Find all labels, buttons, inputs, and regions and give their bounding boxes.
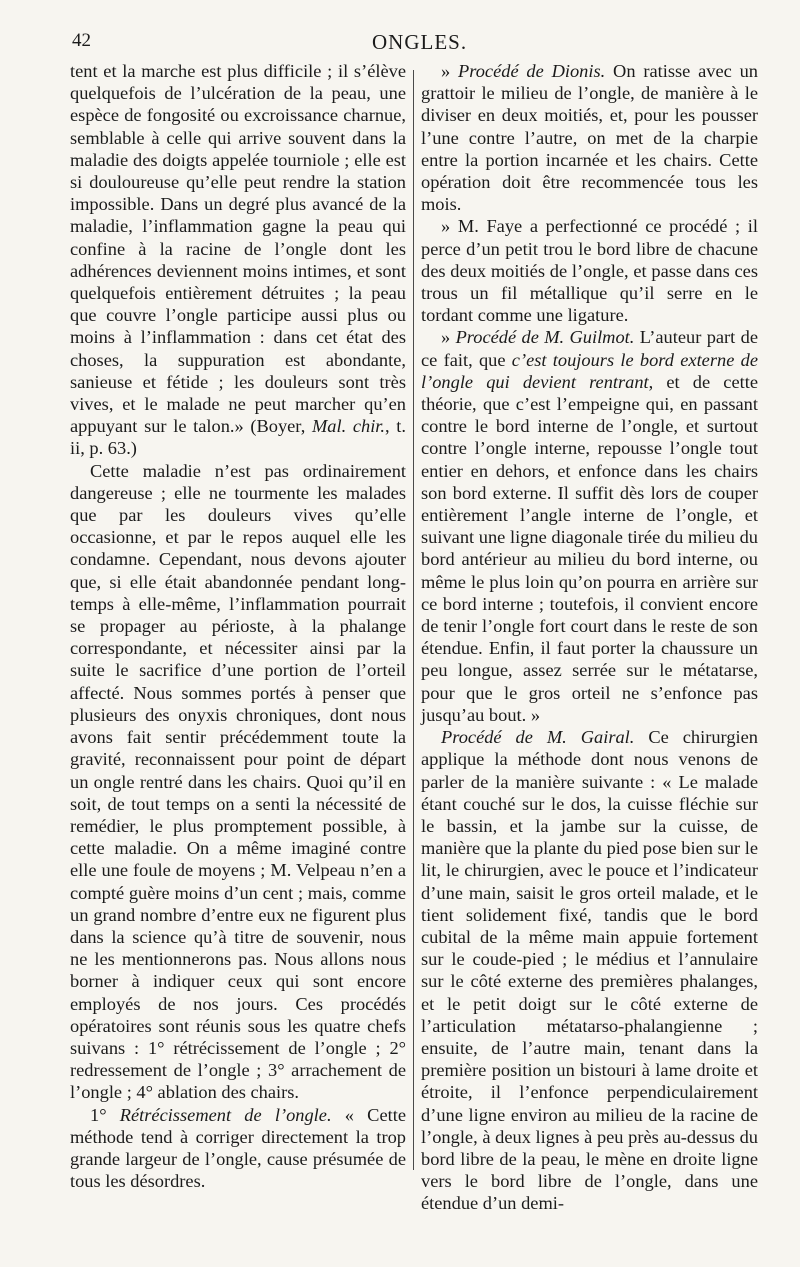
italic-text: Procédé de M. Gairal. — [441, 727, 635, 748]
paragraph-p5 — [421, 215, 758, 326]
paragraph-p4 — [421, 60, 758, 215]
paragraph-p6 — [421, 326, 758, 726]
italic-text: Rétrécissement de l’ongle. — [119, 1104, 332, 1125]
running-head: ONGLES. — [372, 30, 468, 54]
left-text-column — [70, 60, 406, 1192]
text-run: » — [441, 327, 456, 348]
column-divider — [413, 70, 414, 1170]
text-run: On ratisse avec un grattoir le milieu de l’ongle, de manière à le diviser en deux moitiés, et, pour les pousser l’une contre l’autre, on met de la charpie entre la portion incarnée et les chairs. Cette opération doit être recommencée tous les mois. — [421, 61, 758, 215]
text-run: Ce chirurgien applique la méthode dont nous venons de parler de la manière suivante : « Le malade étant couché sur le dos, la cuisse fléchie sur le bassin, et la jambe sur la cuisse, de manière que la plante du pied pose bien sur le lit, le chirurgien, avec le pouce et l’indicateur d’une main, saisit le gros orteil malade, et le tient solidement fixé, tandis que le bord cubital de la même main appuie fortement sur le coude-pied ; le médius et l’annulaire sur le côté externe des premières phalanges, et le petit doigt sur le côté externe de l’articulation métatarso-phalangienne ; ensuite, de l’autre main, tenant dans la première position un bistouri à lame droite et étroite, il l’enfonce perpendiculairement d’une ligne environ au milieu de la racine de l’ongle, à deux lignes à peu près au-dessus du bord libre de la peau, le mène en droite ligne vers le bord libre de l’ongle, dans une étendue d’un demi- — [421, 727, 758, 1214]
paragraph-p2 — [70, 460, 406, 1104]
page-number: 42 — [72, 30, 91, 51]
text-run: » — [441, 61, 459, 81]
italic-text: c’est toujours le bord externe de l’ongle qui devient rentrant — [421, 349, 758, 392]
text-run: tent et la marche est plus difficile ; il s’élève quelquefois de l’ulcération de la peau, une espèce de fongosité ou excroissance charnue, semblable à celle qui arrive souvent dans la maladie des doigts appelée tourniole ; elle est si douloureuse qu’elle peut rendre la station impossible. Dans un degré plus avancé de la maladie, l’inflammation gagne la peau qui confine à la racine de l’ongle dont les adhérences deviennent moins intimes, et sont quelquefois entièrement détruites ; la peau que couvre l’ongle participe aussi plus ou moins à l’inflammation : dans cet état des choses, la suppuration est abondante, sanieuse et fétide ; les douleurs sont très vives, et le malade ne peut marcher qu’en appuyant sur le talon.» (Boyer, — [70, 61, 406, 437]
paragraph-p7 — [421, 726, 758, 1214]
right-text-column — [421, 60, 758, 1215]
text-run: 1° — [90, 1104, 120, 1125]
text-run: L’auteur part de ce fait, que — [421, 327, 758, 370]
italic-text: Mal. chir. — [311, 416, 386, 437]
paragraph-p1 — [70, 60, 406, 460]
page-header — [72, 30, 780, 60]
paragraph-p3 — [70, 1104, 406, 1193]
italic-text: Procédé de M. Guilmot. — [455, 327, 635, 348]
text-run: « Cette méthode tend à corriger directement la trop grande largeur de l’ongle, cause présumée de tous les désordres. — [70, 1104, 406, 1192]
text-run: , et de cette théorie, que c’est l’empeigne qui, en passant contre le bord interne de l’ongle, et surtout contre l’ongle interne, repousse l’ongle tout entier en dehors, et enfonce dans les chairs son bord externe. Il suffit dès lors de couper entièrement l’angle interne de l’ongle, et suivant une ligne diagonale tirée du milieu du bord antérieur au milieu du bord interne, ou même le plus loin qu’on pourra en arrière sur ce bord interne ; toutefois, il convient encore de tenir l’ongle fort court dans le reste de son étendue. Enfin, il faut porter la chaussure un peu longue, assez serrée sur le métatarse, pour que le gros orteil ne s’enfonce pas jusqu’au bout. » — [421, 371, 758, 725]
text-run: , t. ii, p. 63.) — [70, 416, 406, 459]
text-run: » M. Faye a perfectionné ce procédé ; il perce d’un petit trou le bord libre de chacune des deux moitiés de l’ongle, et passe dans ces trous un fil métallique qu’il serre en le tordant comme une ligature. — [421, 216, 758, 326]
italic-text: Procédé de Dionis. — [458, 61, 606, 81]
text-run: Cette maladie n’est pas ordinairement dangereuse ; elle ne tourmente les malades que par les douleurs vives qu’elle occasionne, et par le repos auquel elle les condamne. Cependant, nous devons ajouter que, si elle était abandonnée pendant long-temps à elle-même, l’inflammation pourrait se propager au périoste, à la phalange correspondante, et nécessiter ainsi par la suite le sacrifice d’une portion de l’orteil affecté. Nous sommes portés à penser que plusieurs des onyxis chroniques, dont nous avons fait sentir précédemment toute la gravité, reconnaissent pour point de départ un ongle rentré dans les chairs. Quoi qu’il en soit, de tout temps on a senti la nécessité de remédier, le plus promptement possible, à cette maladie. On a même imaginé contre elle une foule de moyens ; M. Velpeau n’en a compté guère moins d’un cent ; mais, comme un grand nombre d’entre eux ne figurent plus dans la science qu’à titre de souvenir, nous ne les mentionnerons pas. Nous allons nous borner à indiquer ceux qui sont encore employés de nos jours. Ces procédés opératoires sont réunis sous les quatre chefs suivans : 1° rétrécissement de l’ongle ; 2° redressement de l’ongle ; 3° arrachement de l’ongle ; 4° ablation des chairs. — [70, 460, 406, 1103]
